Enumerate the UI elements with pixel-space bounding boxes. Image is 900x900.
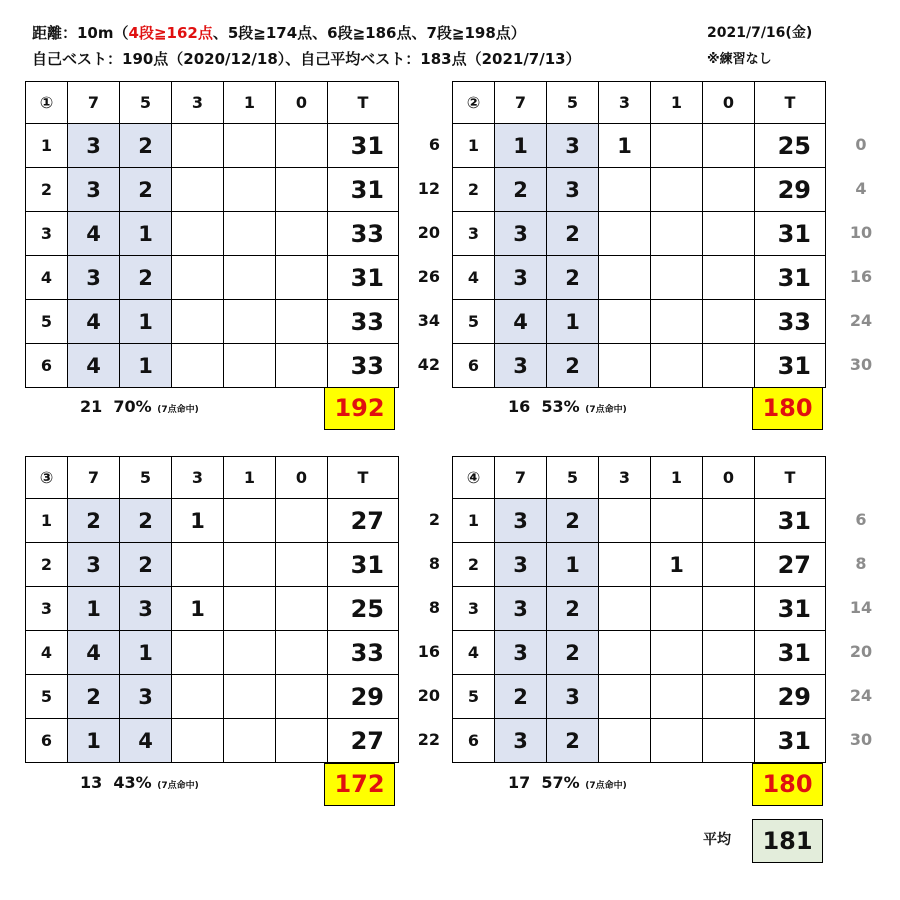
count-cell-0	[703, 344, 755, 388]
count-cell-5: 3	[547, 675, 599, 719]
count-cell-0	[276, 543, 328, 587]
count-cell-1	[224, 543, 276, 587]
count-cell-0	[703, 587, 755, 631]
count-cell-1	[224, 675, 276, 719]
column-header: 7	[68, 457, 120, 499]
count-cell-3	[599, 256, 651, 300]
column-header: 0	[703, 82, 755, 124]
count-cell-7: 3	[495, 344, 547, 388]
end-number: 6	[26, 344, 68, 388]
end-number: 1	[26, 499, 68, 543]
distance-label: 距離：10m（	[32, 24, 129, 42]
diff-value: 12	[417, 179, 440, 198]
diff-column-top-right	[845, 123, 877, 387]
end-total: 29	[755, 168, 826, 212]
score-sheet-4	[452, 456, 826, 763]
hit-rate-note: (7点命中)	[585, 781, 627, 791]
session-date: 2021/7/16(金)	[707, 25, 813, 41]
count-cell-5: 2	[547, 587, 599, 631]
score-sheet-2	[452, 81, 826, 388]
end-number: 4	[26, 631, 68, 675]
end-row	[26, 719, 399, 763]
count-cell-3	[599, 719, 651, 763]
count-cell-5: 1	[120, 344, 172, 388]
count-cell-5: 2	[547, 344, 599, 388]
count-cell-5: 3	[547, 168, 599, 212]
hit-rate: 57%	[541, 773, 580, 792]
count-cell-7: 3	[495, 719, 547, 763]
column-header: 5	[120, 457, 172, 499]
end-row	[453, 499, 826, 543]
end-total: 25	[328, 587, 399, 631]
end-row	[26, 168, 399, 212]
column-header: 5	[120, 82, 172, 124]
column-header: T	[755, 457, 826, 499]
end-number: 2	[453, 168, 495, 212]
count-cell-7: 3	[495, 631, 547, 675]
count-cell-7: 3	[68, 256, 120, 300]
end-number: 6	[26, 719, 68, 763]
count-cell-3	[599, 631, 651, 675]
end-row	[453, 719, 826, 763]
column-header: 3	[599, 82, 651, 124]
score-table	[25, 456, 399, 763]
end-number: 1	[453, 124, 495, 168]
count-cell-1	[224, 631, 276, 675]
count-cell-3	[172, 168, 224, 212]
count-cell-0	[276, 675, 328, 719]
column-header: 1	[224, 457, 276, 499]
diff-value: 10	[849, 223, 873, 242]
end-number: 4	[26, 256, 68, 300]
end-row	[26, 675, 399, 719]
count-cell-1	[224, 168, 276, 212]
end-row	[453, 168, 826, 212]
count-cell-5: 2	[120, 256, 172, 300]
count-cell-5: 1	[120, 631, 172, 675]
end-total: 27	[328, 499, 399, 543]
end-total: 25	[755, 124, 826, 168]
hit-count: 13	[80, 773, 103, 792]
count-cell-3	[599, 168, 651, 212]
column-header: 0	[276, 82, 328, 124]
count-cell-7: 4	[68, 344, 120, 388]
end-number: 3	[453, 587, 495, 631]
count-cell-7: 3	[68, 543, 120, 587]
sheet-4-summary	[508, 773, 627, 792]
count-cell-7: 2	[495, 675, 547, 719]
end-row	[26, 499, 399, 543]
end-total: 33	[328, 212, 399, 256]
count-cell-1	[651, 499, 703, 543]
end-number: 4	[453, 256, 495, 300]
count-cell-3	[172, 675, 224, 719]
count-cell-7: 3	[495, 256, 547, 300]
count-cell-0	[276, 499, 328, 543]
count-cell-5: 2	[547, 719, 599, 763]
count-cell-0	[703, 124, 755, 168]
count-cell-5: 2	[120, 543, 172, 587]
count-cell-5: 3	[120, 675, 172, 719]
session-note: ※練習なし	[707, 52, 772, 67]
count-cell-1	[224, 256, 276, 300]
count-cell-3: 1	[599, 124, 651, 168]
count-cell-0	[276, 631, 328, 675]
count-cell-0	[276, 300, 328, 344]
count-cell-5: 4	[120, 719, 172, 763]
end-row	[453, 675, 826, 719]
hit-count: 21	[80, 397, 103, 416]
end-total: 31	[328, 543, 399, 587]
count-cell-1	[651, 300, 703, 344]
count-cell-0	[703, 212, 755, 256]
count-cell-5: 2	[547, 631, 599, 675]
diff-value: 30	[849, 355, 873, 374]
count-cell-5: 2	[120, 499, 172, 543]
count-cell-5: 1	[120, 212, 172, 256]
diff-value: 20	[849, 642, 873, 661]
count-cell-7: 4	[68, 300, 120, 344]
count-cell-7: 3	[495, 543, 547, 587]
diff-column-top-middle	[410, 123, 440, 387]
diff-value: 6	[855, 510, 867, 529]
end-row	[26, 344, 399, 388]
end-row	[26, 631, 399, 675]
distance-criteria-line	[32, 22, 526, 43]
count-cell-0	[703, 543, 755, 587]
end-total: 31	[328, 256, 399, 300]
end-row	[26, 124, 399, 168]
hit-rate: 53%	[541, 397, 580, 416]
count-cell-3	[172, 631, 224, 675]
header-row	[453, 82, 826, 124]
end-number: 3	[26, 212, 68, 256]
count-cell-7: 4	[68, 212, 120, 256]
sheet-3-total: 172	[324, 763, 395, 806]
end-total: 31	[328, 168, 399, 212]
count-cell-3	[599, 587, 651, 631]
score-sheet-3	[25, 456, 399, 763]
column-header: 5	[547, 82, 599, 124]
diff-value: 16	[417, 642, 440, 661]
count-cell-3: 1	[172, 499, 224, 543]
count-cell-0	[276, 256, 328, 300]
end-total: 31	[755, 212, 826, 256]
end-row	[453, 212, 826, 256]
count-cell-7: 2	[495, 168, 547, 212]
sheet-mark: ①	[26, 82, 68, 124]
count-cell-5: 1	[547, 300, 599, 344]
end-row	[26, 543, 399, 587]
end-total: 31	[755, 587, 826, 631]
end-number: 5	[453, 675, 495, 719]
sheet-mark: ④	[453, 457, 495, 499]
header-row	[26, 457, 399, 499]
score-table	[452, 456, 826, 763]
diff-value: 4	[855, 179, 867, 198]
count-cell-7: 4	[68, 631, 120, 675]
column-header: T	[328, 457, 399, 499]
sheet-1-summary	[80, 397, 199, 416]
diff-value: 8	[855, 554, 867, 573]
count-cell-7: 3	[495, 499, 547, 543]
grade-thresholds: 、5段≧174点、6段≧186点、7段≧198点）	[212, 24, 526, 42]
count-cell-0	[703, 300, 755, 344]
diff-value: 24	[849, 311, 873, 330]
end-total: 29	[328, 675, 399, 719]
column-header: T	[755, 82, 826, 124]
end-number: 3	[26, 587, 68, 631]
count-cell-0	[276, 212, 328, 256]
end-number: 4	[453, 631, 495, 675]
diff-value: 8	[428, 598, 440, 617]
column-header: 3	[172, 82, 224, 124]
count-cell-5: 3	[120, 587, 172, 631]
count-cell-3	[599, 499, 651, 543]
count-cell-0	[703, 168, 755, 212]
count-cell-3: 1	[172, 587, 224, 631]
count-cell-3	[172, 300, 224, 344]
hit-rate-note: (7点命中)	[585, 405, 627, 415]
score-table	[452, 81, 826, 388]
count-cell-1	[651, 212, 703, 256]
diff-value: 6	[428, 135, 440, 154]
count-cell-3	[172, 124, 224, 168]
diff-value: 0	[855, 135, 867, 154]
count-cell-5: 1	[120, 300, 172, 344]
sheet-mark: ③	[26, 457, 68, 499]
average-label: 平均	[703, 832, 731, 848]
diff-value: 8	[428, 554, 440, 573]
diff-value: 30	[849, 730, 873, 749]
column-header: 7	[495, 457, 547, 499]
column-header: T	[328, 82, 399, 124]
column-header: 3	[599, 457, 651, 499]
count-cell-1	[651, 719, 703, 763]
count-cell-7: 1	[68, 719, 120, 763]
column-header: 1	[224, 82, 276, 124]
diff-column-bottom-right	[845, 498, 877, 762]
end-total: 31	[328, 124, 399, 168]
count-cell-7: 1	[495, 124, 547, 168]
count-cell-7: 3	[68, 124, 120, 168]
header-row	[453, 457, 826, 499]
average-value: 181	[752, 819, 823, 863]
end-total: 33	[755, 300, 826, 344]
count-cell-1	[224, 344, 276, 388]
count-cell-1	[651, 124, 703, 168]
count-cell-3	[172, 256, 224, 300]
count-cell-1	[224, 124, 276, 168]
hit-rate: 43%	[113, 773, 152, 792]
sheet-2-total: 180	[752, 387, 823, 430]
end-number: 1	[26, 124, 68, 168]
diff-column-bottom-middle	[410, 498, 440, 762]
count-cell-1	[651, 256, 703, 300]
diff-value: 16	[849, 267, 873, 286]
end-row	[453, 124, 826, 168]
grade4-threshold: 4段≧162点	[128, 24, 213, 42]
count-cell-5: 2	[547, 212, 599, 256]
count-cell-0	[703, 499, 755, 543]
end-total: 27	[755, 543, 826, 587]
end-total: 31	[755, 256, 826, 300]
end-number: 6	[453, 344, 495, 388]
count-cell-3	[172, 543, 224, 587]
count-cell-7: 3	[495, 587, 547, 631]
count-cell-1	[224, 212, 276, 256]
count-cell-0	[703, 719, 755, 763]
count-cell-5: 3	[547, 124, 599, 168]
end-number: 5	[26, 300, 68, 344]
count-cell-0	[703, 256, 755, 300]
end-number: 1	[453, 499, 495, 543]
count-cell-5: 2	[120, 168, 172, 212]
sheet-4-total: 180	[752, 763, 823, 806]
column-header: 3	[172, 457, 224, 499]
count-cell-5: 2	[547, 256, 599, 300]
column-header: 0	[703, 457, 755, 499]
count-cell-3	[599, 300, 651, 344]
column-header: 7	[68, 82, 120, 124]
hit-rate-note: (7点命中)	[157, 781, 199, 791]
end-row	[453, 256, 826, 300]
diff-value: 24	[849, 686, 873, 705]
personal-best-line: 自己ベスト：190点（2020/12/18）、自己平均ベスト：183点（2021/7/13）	[32, 50, 581, 68]
count-cell-5: 1	[547, 543, 599, 587]
count-cell-7: 3	[495, 212, 547, 256]
diff-value: 22	[417, 730, 440, 749]
hit-rate: 70%	[113, 397, 152, 416]
header-row	[26, 82, 399, 124]
count-cell-0	[276, 719, 328, 763]
count-cell-0	[276, 124, 328, 168]
score-table	[25, 81, 399, 388]
end-number: 3	[453, 212, 495, 256]
sheet-mark: ②	[453, 82, 495, 124]
count-cell-0	[276, 168, 328, 212]
count-cell-3	[172, 212, 224, 256]
count-cell-1: 1	[651, 543, 703, 587]
count-cell-1	[651, 168, 703, 212]
count-cell-3	[599, 675, 651, 719]
end-total: 31	[755, 719, 826, 763]
count-cell-5: 2	[547, 499, 599, 543]
count-cell-1	[651, 675, 703, 719]
end-row	[26, 300, 399, 344]
end-row	[26, 256, 399, 300]
score-sheet-1	[25, 81, 399, 388]
count-cell-1	[224, 499, 276, 543]
end-total: 31	[755, 344, 826, 388]
end-number: 5	[453, 300, 495, 344]
end-total: 33	[328, 300, 399, 344]
end-row	[453, 631, 826, 675]
end-total: 33	[328, 344, 399, 388]
count-cell-1	[651, 631, 703, 675]
count-cell-7: 4	[495, 300, 547, 344]
count-cell-3	[599, 212, 651, 256]
count-cell-0	[276, 344, 328, 388]
count-cell-5: 2	[120, 124, 172, 168]
end-row	[26, 587, 399, 631]
count-cell-3	[172, 344, 224, 388]
sheet-1-total: 192	[324, 387, 395, 430]
end-total: 31	[755, 499, 826, 543]
diff-value: 20	[417, 223, 440, 242]
column-header: 5	[547, 457, 599, 499]
hit-count: 16	[508, 397, 531, 416]
diff-value: 34	[417, 311, 440, 330]
end-number: 2	[26, 543, 68, 587]
end-total: 33	[328, 631, 399, 675]
column-header: 0	[276, 457, 328, 499]
end-number: 5	[26, 675, 68, 719]
count-cell-7: 2	[68, 675, 120, 719]
sheet-2-summary	[508, 397, 627, 416]
end-number: 2	[453, 543, 495, 587]
count-cell-7: 1	[68, 587, 120, 631]
column-header: 7	[495, 82, 547, 124]
diff-value: 2	[428, 510, 440, 529]
end-row	[453, 344, 826, 388]
hit-count: 17	[508, 773, 531, 792]
count-cell-3	[599, 543, 651, 587]
diff-value: 14	[849, 598, 873, 617]
end-total: 31	[755, 631, 826, 675]
column-header: 1	[651, 82, 703, 124]
column-header: 1	[651, 457, 703, 499]
count-cell-1	[651, 587, 703, 631]
count-cell-7: 3	[68, 168, 120, 212]
diff-value: 26	[417, 267, 440, 286]
count-cell-0	[703, 675, 755, 719]
count-cell-1	[224, 300, 276, 344]
diff-value: 42	[417, 355, 440, 374]
count-cell-3	[599, 344, 651, 388]
count-cell-0	[276, 587, 328, 631]
end-total: 27	[328, 719, 399, 763]
end-row	[453, 300, 826, 344]
hit-rate-note: (7点命中)	[157, 405, 199, 415]
end-row	[453, 543, 826, 587]
count-cell-1	[224, 719, 276, 763]
count-cell-3	[172, 719, 224, 763]
end-row	[26, 212, 399, 256]
end-number: 2	[26, 168, 68, 212]
count-cell-7: 2	[68, 499, 120, 543]
sheet-3-summary	[80, 773, 199, 792]
diff-value: 20	[417, 686, 440, 705]
end-row	[453, 587, 826, 631]
count-cell-1	[224, 587, 276, 631]
end-total: 29	[755, 675, 826, 719]
count-cell-1	[651, 344, 703, 388]
end-number: 6	[453, 719, 495, 763]
count-cell-0	[703, 631, 755, 675]
